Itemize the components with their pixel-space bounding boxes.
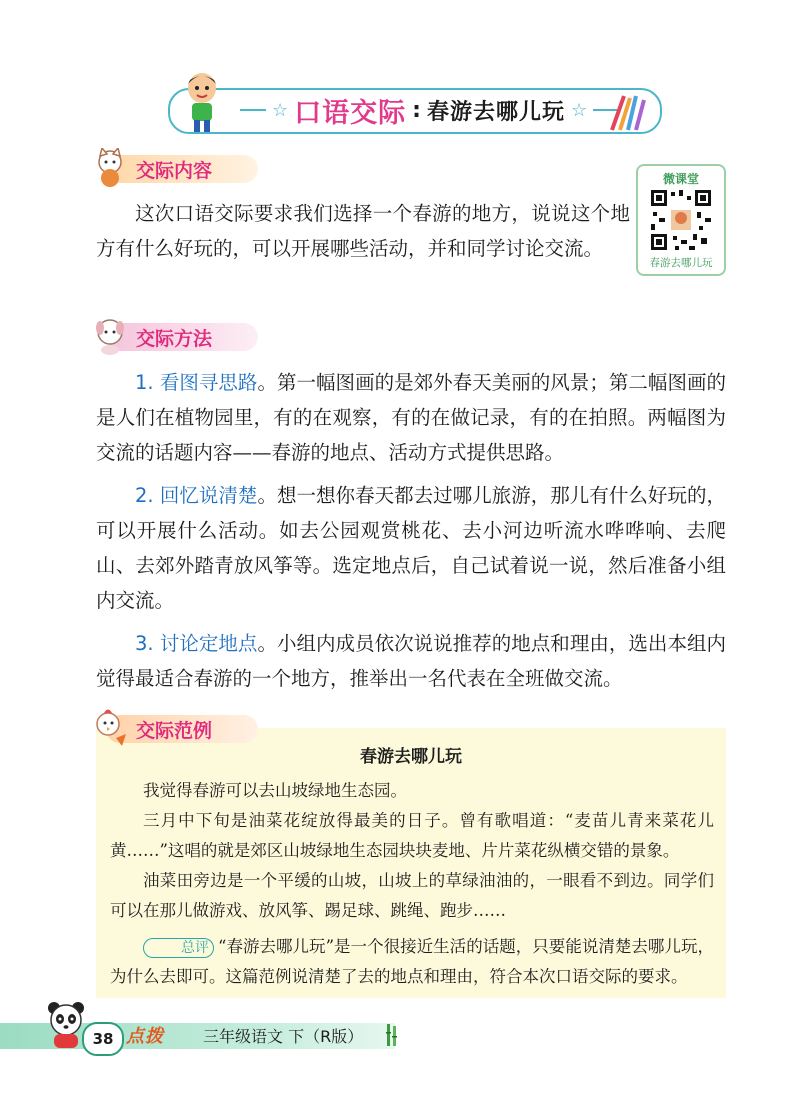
method-2-text: 。想一想你春天都去过哪儿旅游，那儿有什么好玩的，可以开展什么活动。如去公园观赏桃花、去小河边听流水哗哗响、去爬山、去郊外踏青放风筝等。选定地点后，自己试着说一说，然后准备小组内交流。 — [96, 484, 726, 612]
puppy-mascot-icon — [92, 316, 128, 356]
section-header-content — [92, 152, 258, 186]
method-2-heading: 2. 回忆说清楚 — [135, 484, 258, 507]
example-paragraph-1: 我觉得春游可以去山坡绿地生态园。 — [143, 781, 407, 800]
pencils-icon — [604, 92, 650, 132]
section-header-example — [92, 712, 258, 746]
method-3-text: 。小组内成员依次说说推荐的地点和理由，选出本组内觉得最适合春游的一个地方，推举出一名代表在全班做交流。 — [96, 632, 726, 690]
star-icon: ☆ — [272, 99, 289, 121]
banner-colon: : — [412, 97, 421, 123]
section-title-example: 交际范例 — [136, 719, 213, 742]
example-paragraph-2: 三月中下旬是油菜花绽放得最美的日子。曾有歌唱道：“麦苗儿青来菜花儿黄……”这唱的就是郊区山坡绿地生态园块块麦地、片片菜花纵横交错的景象。 — [110, 811, 714, 860]
banner-main-title: 口语交际 — [294, 97, 407, 129]
chick-mascot-icon — [92, 708, 128, 748]
star-icon: ☆ — [570, 99, 588, 121]
example-title: 春游去哪儿玩 — [360, 747, 462, 767]
method-item-3 — [96, 626, 726, 696]
bamboo-icon — [384, 1024, 400, 1046]
book-title: 三年级语文 下（R版） — [203, 1027, 364, 1046]
qr-top-label: 微课堂 — [662, 172, 699, 186]
method-1-text: 。第一幅图画的是郊外春天美丽的风景；第二幅图画的是人们在植物园里，有的在观察，有的在做记录，有的在拍照。两幅图为交流的话题内容——春游的地点、活动方式提供思路。 — [96, 371, 726, 464]
method-item-1 — [96, 365, 726, 470]
brand-logo: 点拨 — [126, 1026, 164, 1047]
qr-bottom-label: 春游去哪儿玩 — [649, 257, 713, 269]
qr-code-icon[interactable] — [649, 188, 713, 252]
example-box — [96, 728, 726, 998]
section-header-method — [92, 320, 258, 354]
content-paragraph: 这次口语交际要求我们选择一个春游的地方，说说这个地方有什么好玩的，可以开展哪些活动，并和同学讨论交流。 — [96, 202, 630, 260]
example-comment — [110, 932, 714, 992]
example-paragraph-3: 油菜田旁边是一个平缓的山坡，山坡上的草绿油油的，一眼看不到边。同学们可以在那儿做游戏、放风筝、踢足球、跳绳、跑步…… — [110, 871, 714, 920]
section-title-method: 交际方法 — [136, 327, 213, 350]
method-1-heading: 1. 看图寻思路 — [135, 371, 258, 394]
comment-tag: 总评 — [143, 938, 214, 958]
comment-text: “春游去哪儿玩”是一个很接近生活的话题，只要能说清楚去哪儿玩，为什么去即可。这篇范例说清楚了去的地点和理由，符合本次口语交际的要求。 — [110, 937, 714, 986]
banner-title — [240, 94, 619, 129]
section-title-content: 交际内容 — [136, 159, 213, 182]
qr-card[interactable] — [636, 164, 726, 276]
banner-subtitle: 春游去哪儿玩 — [426, 99, 565, 125]
method-item-2 — [96, 478, 726, 618]
boy-mascot-icon — [180, 70, 224, 134]
page-number: 38 — [82, 1022, 124, 1056]
method-3-heading: 3. 讨论定地点 — [135, 632, 258, 655]
banner-left-line — [240, 109, 266, 111]
cat-mascot-icon — [92, 148, 128, 188]
